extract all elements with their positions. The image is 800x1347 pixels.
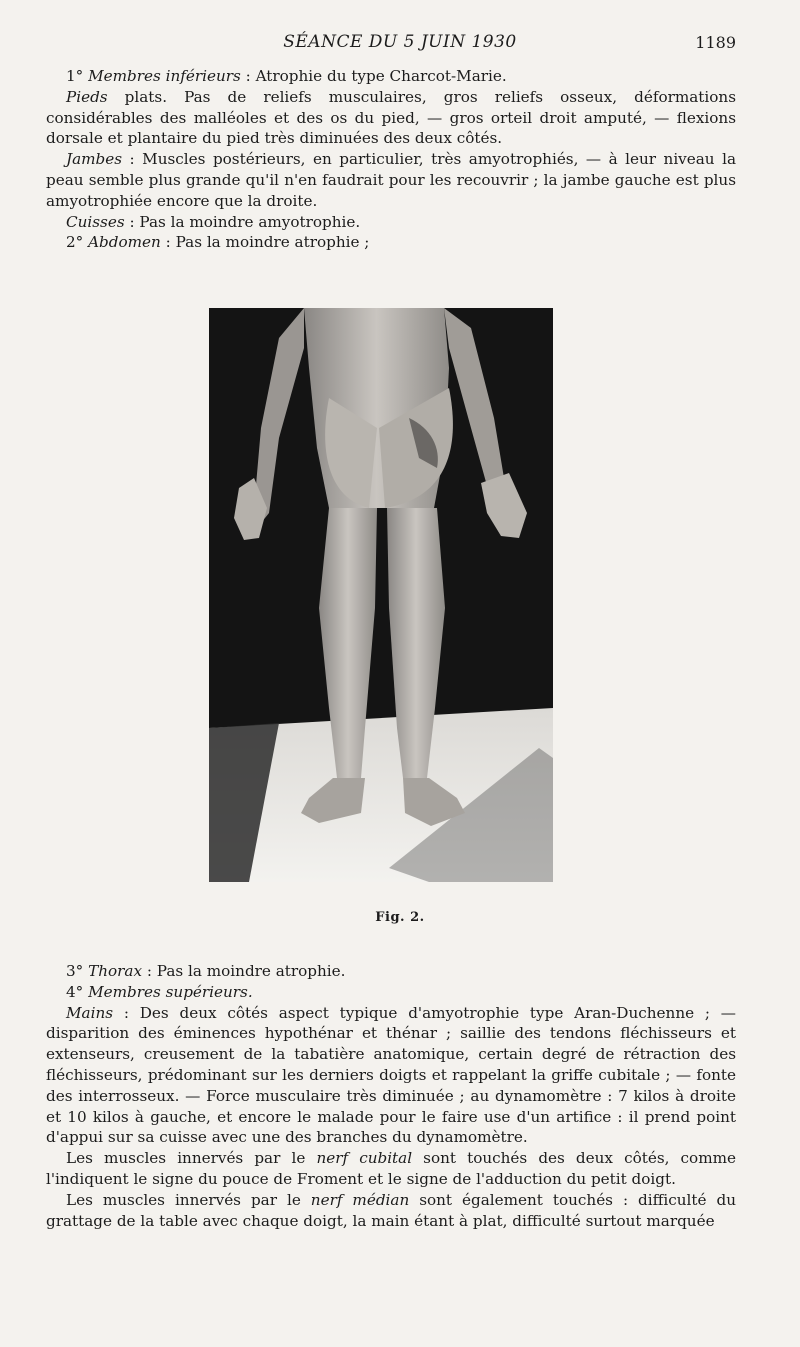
paragraph-thorax: 3° Thorax : Pas la moindre atrophie. <box>66 962 346 980</box>
patient-photo-illustration <box>209 308 553 882</box>
paragraph-pieds: Pieds plats. Pas de reliefs musculaires, gros reliefs osseux, déformations considérables des malléoles et des os du pied, — gros orteil droit amputé, — flexions dorsale et plantaire du pied très diminuées des deux côtés. <box>46 87 736 148</box>
running-title: SÉANCE DU 5 JUIN 1930 <box>283 32 517 52</box>
paragraph-jambes: Jambes : Muscles postérieurs, en particulier, très amyotrophiés, — à leur niveau la peau semble plus grande qu'il n'en faudrait pour les recouvrir ; la jambe gauche est plus amyotrophiée encore que la droite. <box>46 150 736 210</box>
top-text-block <box>46 66 736 253</box>
page-header <box>0 30 800 58</box>
paragraph-mains: Mains : Des deux côtés aspect typique d'amyotrophie type Aran-Duchenne ; — disparition des éminences hypothénar et thénar ; saillie des tendons fléchisseurs et extenseurs, creusement de la tabatière anatomique, certain degré de rétraction des fléchisseurs, prédominant sur les derniers doigts et rappelant la griffe cubitale ; — fonte des interrosseux. — Force musculaire très diminuée ; au dynamomètre : 7 kilos à droite et 10 kilos à gauche, et encore le malade pour le faire use d'un artifice : il prend point d'appui sur sa cuisse avec une des branches du dynamomètre. <box>46 1003 736 1147</box>
paragraph-nerf-cubital: Les muscles innervés par le nerf cubital sont touchés des deux côtés, comme l'indiquent le signe du pouce de Froment et le signe de l'adduction du petit doigt. <box>46 1149 736 1188</box>
paragraph-membres-superieurs: 4° Membres supérieurs. <box>66 982 253 1001</box>
paragraph-abdomen: 2° Abdomen : Pas la moindre atrophie ; <box>66 233 370 252</box>
figure-caption: Fig. 2. <box>375 910 425 925</box>
figure-photograph <box>209 308 553 882</box>
bottom-text-block <box>46 961 736 1231</box>
paragraph-nerf-median: Les muscles innervés par le nerf médian sont également touchés : difficulté du grattage de la table avec chaque doigt, la main étant à plat, difficulté surtout marquée <box>46 1190 736 1230</box>
page-number: 1189 <box>695 33 736 52</box>
paragraph-membres-inferieurs: 1° Membres inférieurs : Atrophie du type Charcot-Marie. <box>66 67 507 85</box>
paragraph-cuisses: Cuisses : Pas la moindre amyotrophie. <box>66 212 361 231</box>
